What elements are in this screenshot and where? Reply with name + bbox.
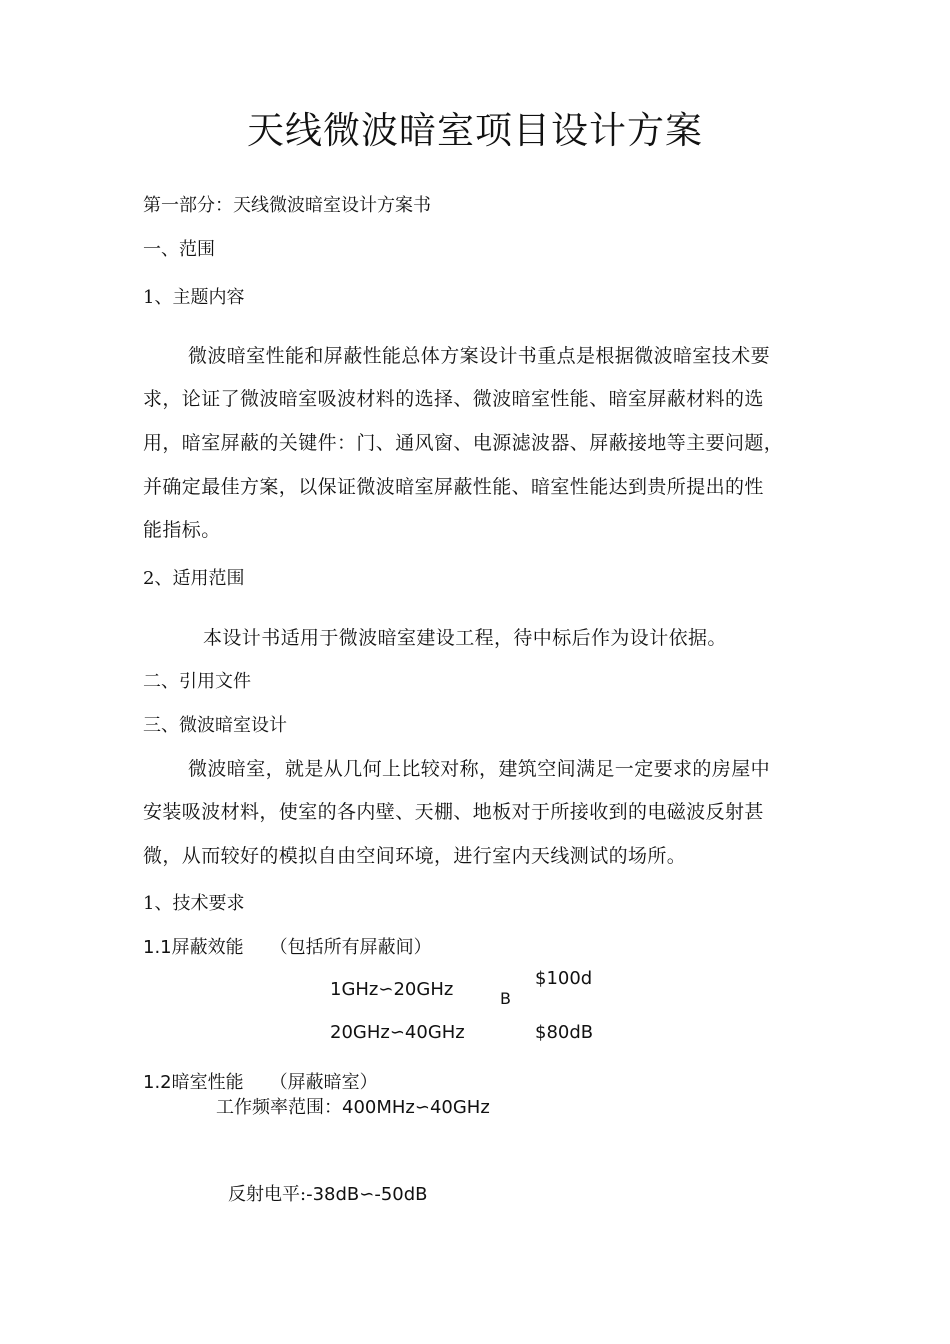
paragraph-line: 微波暗室性能和屏蔽性能总体方案设计书重点是根据微波暗室技术要 — [188, 345, 771, 367]
document-title: 天线微波暗室项目设计方案 — [247, 109, 703, 152]
freq-band-1-value: $100d — [535, 968, 593, 989]
paragraph-line: 并确定最佳方案，以保证微波暗室屏蔽性能、暗室性能达到贵所提出的性 — [143, 476, 764, 498]
item-label: 屏蔽效能 — [171, 937, 244, 958]
item-label: 暗室性能 — [171, 1072, 244, 1093]
working-frequency-range — [216, 1093, 490, 1119]
freq-band-2: 20GHz∽40GHz — [330, 1022, 465, 1043]
freq-band-1-unit-wrap: B — [500, 989, 511, 1008]
reflection-label: 反射电平: — [228, 1184, 307, 1205]
subsection-heading-subject: 1、主题内容 — [143, 287, 245, 308]
item-shielding-effectiveness — [143, 933, 432, 959]
item-number: 1.2 — [143, 1072, 172, 1093]
reflection-level — [228, 1180, 428, 1206]
freq-band-1: 1GHz∽20GHz — [330, 979, 454, 1000]
paragraph-line: 能指标。 — [143, 519, 221, 541]
freq-band-2-value: $80dB — [535, 1022, 594, 1043]
paragraph-line: 用，暗室屏蔽的关键件：门、通风窗、电源滤波器、屏蔽接地等主要问题， — [143, 432, 784, 454]
item-number: 1.1 — [143, 937, 172, 958]
frequency-value: 400MHz∽40GHz — [342, 1097, 490, 1118]
item-note: （屏蔽暗室） — [269, 1072, 378, 1093]
subsection-heading-requirements: 1、技术要求 — [143, 893, 245, 914]
reflection-value: -38dB∽-50dB — [306, 1184, 428, 1205]
section-heading-chamber-design: 三、微波暗室设计 — [143, 715, 287, 736]
section-heading-scope: 一、范围 — [143, 239, 215, 260]
paragraph-applicability: 本设计书适用于微波暗室建设工程，待中标后作为设计依据。 — [203, 627, 727, 649]
item-chamber-performance — [143, 1068, 378, 1094]
paragraph-line: 微，从而较好的模拟自由空间环境，进行室内天线测试的场所。 — [143, 845, 687, 867]
paragraph-line: 安装吸波材料，使室的各内壁、天棚、地板对于所接收到的电磁波反射甚 — [143, 801, 764, 823]
paragraph-line: 求，论证了微波暗室吸波材料的选择、微波暗室性能、暗室屏蔽材料的选 — [143, 388, 764, 410]
section-heading-references: 二、引用文件 — [143, 671, 251, 692]
frequency-label: 工作频率范围： — [216, 1097, 342, 1118]
paragraph-line: 微波暗室，就是从几何上比较对称，建筑空间满足一定要求的房屋中 — [188, 758, 771, 780]
subsection-heading-applicability: 2、适用范围 — [143, 568, 245, 589]
item-note: （包括所有屏蔽间） — [269, 937, 432, 958]
part-heading: 第一部分：天线微波暗室设计方案书 — [143, 195, 431, 216]
